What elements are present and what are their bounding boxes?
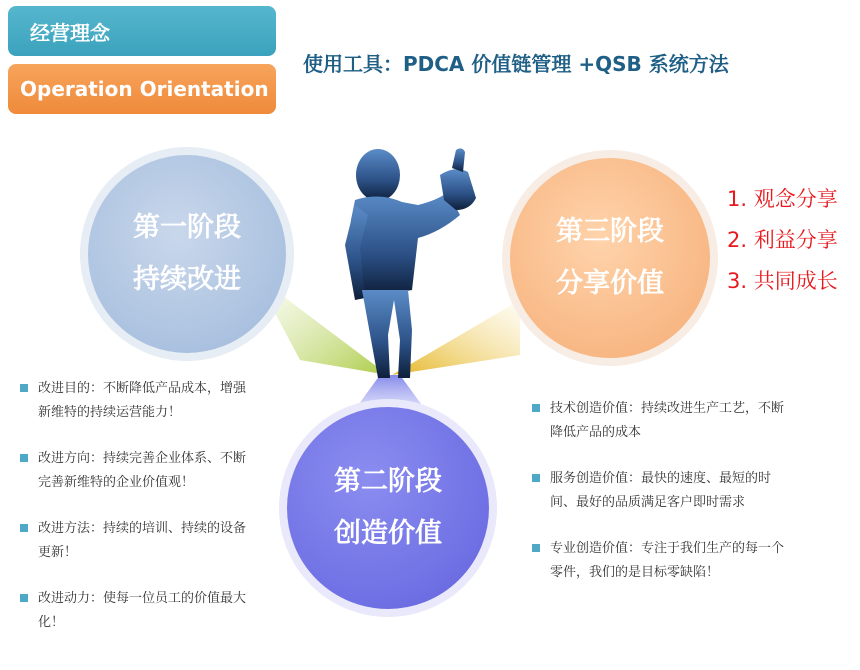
improvement-bullet-list (20, 377, 256, 657)
list-item-text: 改进方法：持续的培训、持续的设备更新！ (38, 521, 247, 560)
list-item (532, 537, 784, 585)
list-item (20, 517, 256, 565)
stage3-title: 第三阶段 (556, 216, 664, 247)
value-creation-bullet-list (532, 397, 784, 607)
list-item (20, 377, 256, 425)
tools-header: 使用工具：PDCA 价值链管理 +QSB 系统方法 (303, 52, 729, 76)
stage1-subtitle: 持续改进 (133, 264, 241, 295)
concept-badge-cn-label: 经营理念 (30, 20, 110, 45)
list-item-text: 改进方向：持续完善企业体系、不断完善新维特的企业价值观！ (38, 451, 247, 490)
share-list (727, 183, 838, 306)
list-item-text: 专业创造价值：专注于我们生产的每一个零件，我们的是目标零缺陷！ (550, 541, 785, 580)
stage2-subtitle: 创造价值 (334, 518, 442, 549)
square-bullet-icon (20, 454, 28, 462)
list-item-text: 技术创造价值：持续改进生产工艺，不断降低产品的成本 (550, 401, 785, 440)
stage1-circle (80, 147, 294, 361)
stage1-title: 第一阶段 (133, 212, 241, 243)
list-item (532, 467, 784, 515)
share-item: 2. 利益分享 (727, 228, 838, 252)
stage2-circle (279, 399, 497, 617)
square-bullet-icon (20, 384, 28, 392)
square-bullet-icon (20, 524, 28, 532)
square-bullet-icon (532, 544, 540, 552)
share-item: 1. 观念分享 (727, 187, 838, 211)
list-item-text: 改进动力：使每一位员工的价值最大化！ (38, 591, 247, 630)
list-item-text: 改进目的：不断降低产品成本，增强新维特的持续运营能力！ (38, 381, 247, 420)
square-bullet-icon (20, 594, 28, 602)
list-item (20, 587, 256, 635)
concept-badge-cn (8, 6, 276, 56)
list-item-text: 服务创造价值：最快的速度、最短的时间、最好的品质满足客户即时需求 (550, 471, 772, 510)
share-item: 3. 共同成长 (727, 269, 838, 293)
concept-badge-en-label: Operation Orientation (20, 77, 269, 101)
stage2-title: 第二阶段 (334, 466, 442, 497)
stage3-subtitle: 分享价值 (556, 268, 664, 299)
list-item (532, 397, 784, 445)
list-item (20, 447, 256, 495)
stage3-circle (502, 150, 718, 366)
square-bullet-icon (532, 474, 540, 482)
concept-badge-en (8, 64, 276, 114)
square-bullet-icon (532, 404, 540, 412)
